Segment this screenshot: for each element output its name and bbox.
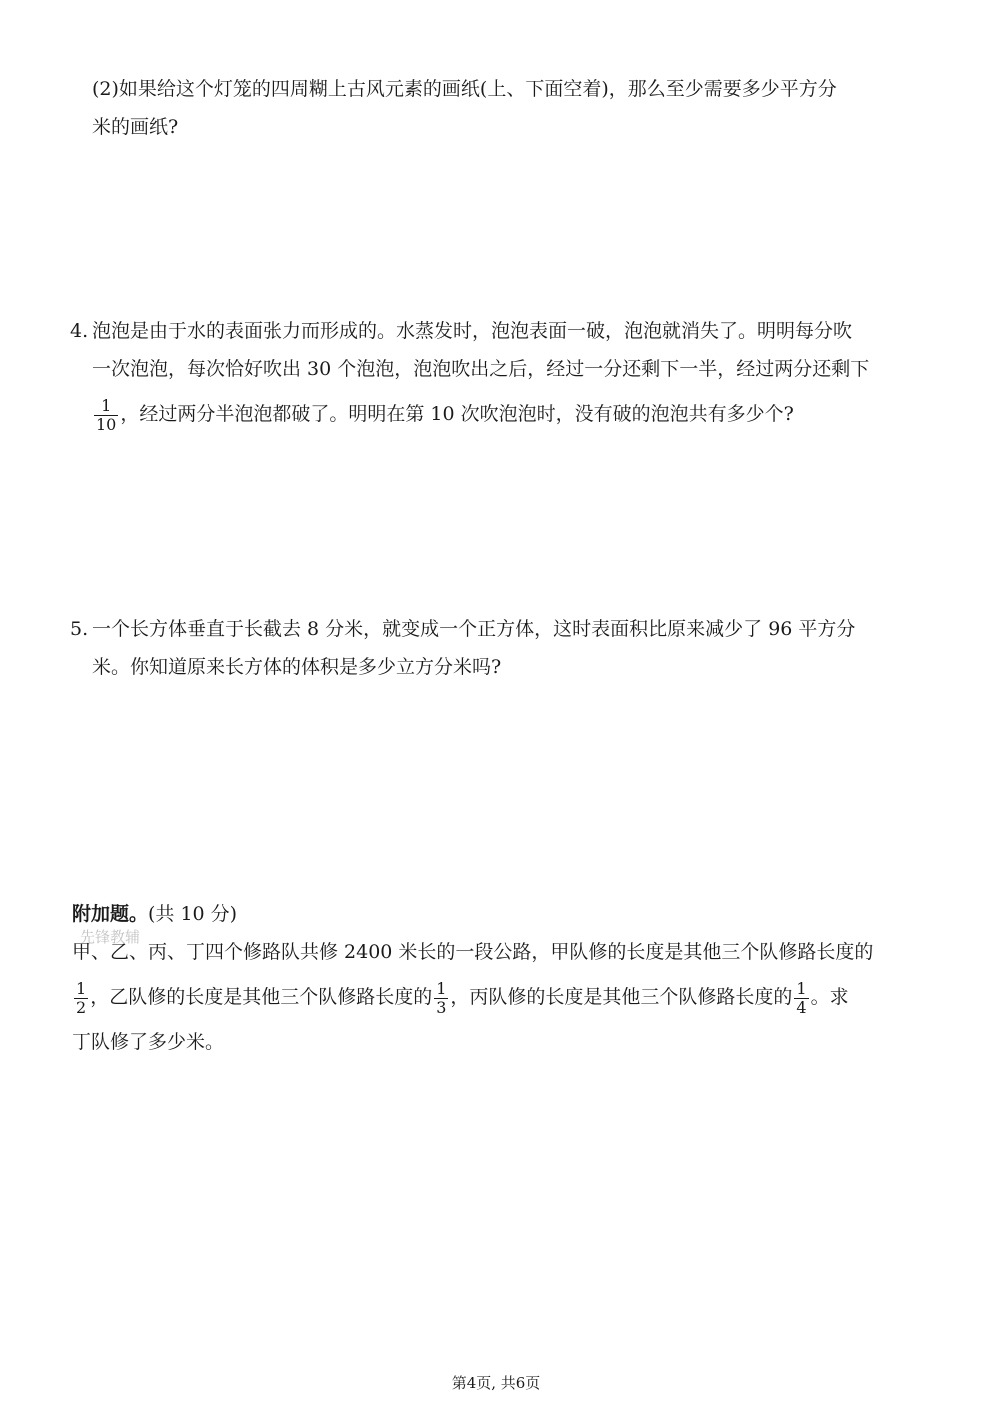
fraction-numerator: 1 <box>436 978 447 998</box>
fraction-numerator: 1 <box>76 978 87 998</box>
bonus-seg-1: ，乙队修的长度是其他三个队修路长度的 <box>90 986 433 1008</box>
q3-line-1: (2)如果给这个灯笼的四周糊上古风元素的画纸(上、下面空着)，那么至少需要多少平方分 <box>92 78 837 100</box>
q4-line-3 <box>92 388 932 440</box>
q4-fraction <box>94 397 118 434</box>
q4-number: 4. <box>70 320 89 342</box>
q5-line-1: 一个长方体垂直于长截去 8 分米，就变成一个正方体，这时表面积比原来减少了 96 平方分 <box>92 618 856 640</box>
bonus-question <box>72 895 932 1061</box>
q5-number: 5. <box>70 618 89 640</box>
q4-fraction-denominator: 10 <box>96 414 117 434</box>
q4-fraction-numerator: 1 <box>101 395 112 415</box>
bonus-heading-title: 附加题。 <box>72 903 149 925</box>
fraction-1-3 <box>434 980 448 1017</box>
bonus-seg-2: ，丙队修的长度是其他三个队修路长度的 <box>450 986 793 1008</box>
bonus-heading <box>72 895 932 933</box>
q5-line-2: 米。你知道原来长方体的体积是多少立方分米吗? <box>92 656 502 678</box>
question-3-part-2 <box>92 70 932 146</box>
bonus-line-2 <box>72 971 932 1023</box>
fraction-1-2 <box>74 980 88 1017</box>
fraction-denominator: 2 <box>76 997 87 1017</box>
q4-line-2: 一次泡泡，每次恰好吹出 30 个泡泡，泡泡吹出之后，经过一分还剩下一半，经过两分还剩下 <box>92 358 870 380</box>
q4-line-1: 泡泡是由于水的表面张力而形成的。水蒸发时，泡泡表面一破，泡泡就消失了。明明每分吹 <box>92 320 853 342</box>
question-5 <box>70 610 932 686</box>
q3-line-2: 米的画纸? <box>92 116 179 138</box>
fraction-numerator: 1 <box>796 978 807 998</box>
q4-line-3-text: ，经过两分半泡泡都破了。明明在第 10 次吹泡泡时，没有破的泡泡共有多少个? <box>120 403 794 425</box>
bonus-seg-3: 。求 <box>810 986 849 1008</box>
page-footer: 第4页, 共6页 <box>451 1374 541 1392</box>
fraction-denominator: 4 <box>796 997 807 1017</box>
bonus-line-3: 丁队修了多少米。 <box>72 1031 225 1053</box>
fraction-1-4 <box>794 980 808 1017</box>
watermark: 先锋教辅 <box>80 928 141 946</box>
bonus-points: (共 10 分) <box>148 903 238 925</box>
question-4 <box>70 312 932 440</box>
fraction-denominator: 3 <box>436 997 447 1017</box>
bonus-line-1: 甲、乙、丙、丁四个修路队共修 2400 米长的一段公路，甲队修的长度是其他三个队修路长度的 <box>72 941 874 963</box>
